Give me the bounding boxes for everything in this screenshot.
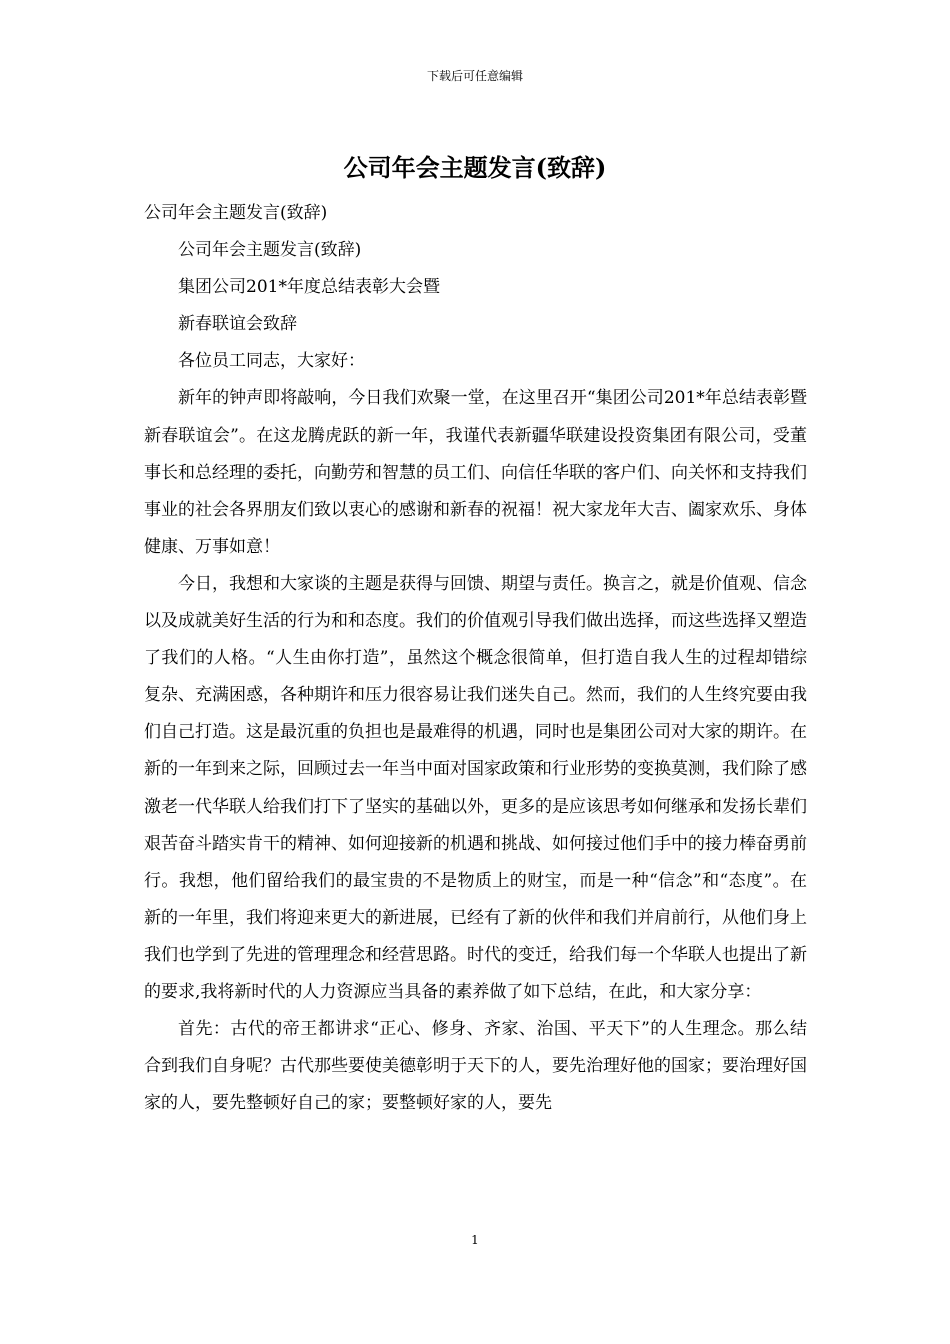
paragraph-repeat-title: 公司年会主题发言(致辞) xyxy=(178,240,362,261)
document-title: 公司年会主题发言(致辞) xyxy=(343,153,607,182)
paragraph-body: 新年的钟声即将敲响，今日我们欢聚一堂，在这里召开“集团公司201*年总结表彰暨新春联谊会”。在这龙腾虎跃的新一年，我谨代表新疆华联建设投资集团有限公司，受董事长和总经理的委托，向勤劳和智慧的员工们、向信任华联的客户们、向关怀和支持我们事业的社会各界朋友们致以衷心的感谢和新春的祝福！祝大家龙年大吉、阖家欢乐、身体健康、万事如意！ xyxy=(144,388,807,557)
page-header-note: 下载后可任意编辑 xyxy=(426,69,523,83)
document-body xyxy=(144,195,807,1122)
page-number: 1 xyxy=(471,1233,479,1247)
paragraph-greeting: 各位员工同志，大家好： xyxy=(178,351,365,372)
paragraph-event-line2: 新春联谊会致辞 xyxy=(178,314,297,335)
paragraph-event-line1: 集团公司201*年度总结表彰大会暨 xyxy=(178,277,440,298)
paragraph-body: 首先：古代的帝王都讲求“正心、修身、齐家、治国、平天下”的人生理念。那么结合到我们自身呢？古代那些要使美德彰明于天下的人，要先治理好他的国家；要治理好国家的人，要先整顿好自己的家；要整顿好家的人，要先 xyxy=(144,1019,807,1114)
paragraph-body: 今日，我想和大家谈的主题是获得与回馈、期望与责任。换言之，就是价值观、信念以及成就美好生活的行为和和态度。我们的价值观引导我们做出选择，而这些选择又塑造了我们的人格。“人生由你打造”，虽然这个概念很简单，但打造自我人生的过程却错综复杂、充满困惑，各种期许和压力很容易让我们迷失自己。然而，我们的人生终究要由我们自己打造。这是最沉重的负担也是最难得的机遇，同时也是集团公司对大家的期许。在新的一年到来之际，回顾过去一年当中面对国家政策和行业形势的变换莫测，我们除了感激老一代华联人给我们打下了坚实的基础以外，更多的是应该思考如何继承和发扬长辈们艰苦奋斗踏实肯干的精神、如何迎接新的机遇和挑战、如何接过他们手中的接力棒奋勇前行。我想，他们留给我们的最宝贵的不是物质上的财宝，而是一种“信念”和“态度”。在新的一年里，我们将迎来更大的新进展，已经有了新的伙伴和我们并肩前行，从他们身上我们也学到了先进的管理理念和经营思路。时代的变迁，给我们每一个华联人也提出了新的要求,我将新时代的人力资源应当具备的素养做了如下总结，在此，和大家分享： xyxy=(144,573,807,1002)
paragraph-subtitle: 公司年会主题发言(致辞) xyxy=(144,203,328,223)
